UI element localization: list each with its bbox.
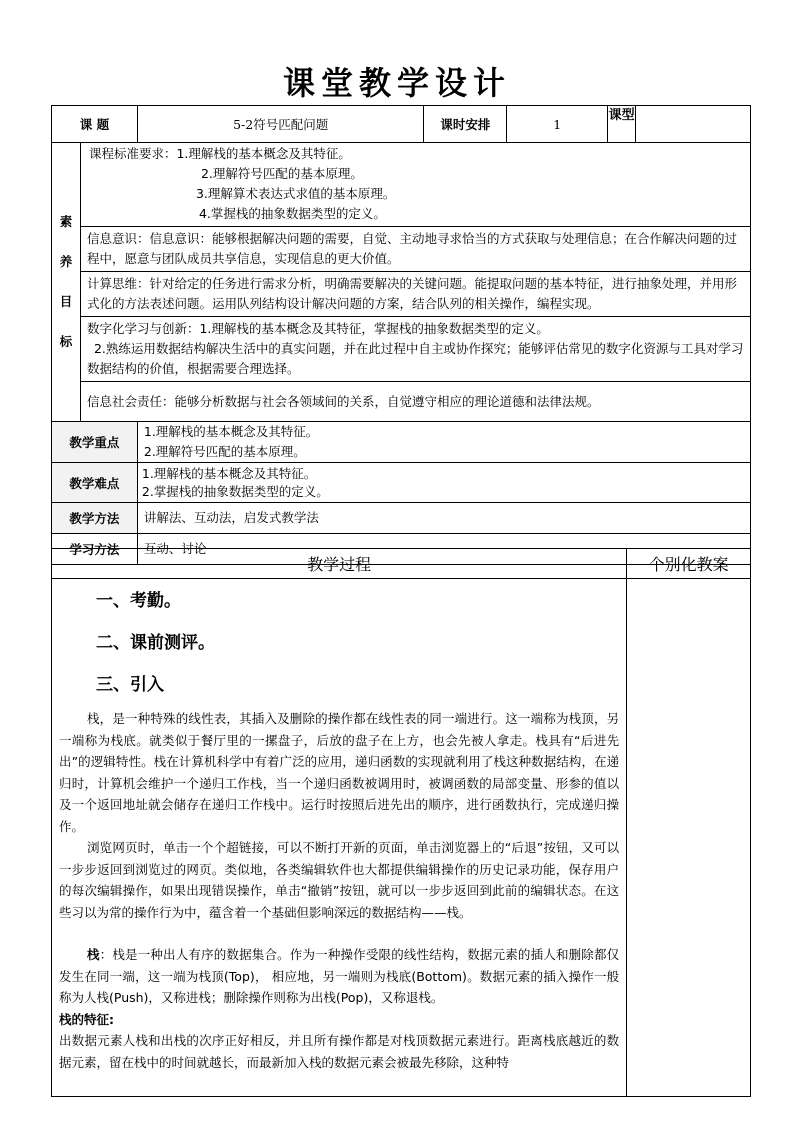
info-awareness: 信息意识：信息意识：能够根据解决问题的需要，自觉、主动地寻求恰当的方式获取与处理信息；在合作解决问题的过程中，愿意与团队成员共享信息，实现信息的更大价值。 xyxy=(80,227,750,272)
schedule-label: 课时安排 xyxy=(424,106,507,143)
individual-plan-heading: 个别化教案 xyxy=(627,549,751,579)
digital-learning: 数字化学习与创新：1.理解栈的基本概念及其特征，掌握栈的抽象数据类型的定义。 2.熟练运用数据结构解决生活中的真实问题，并在此过程中自主或协作探究；能够评估常见的数字化资源与工具对学习数据结构的价值，根据需要合理选择。 xyxy=(80,317,750,382)
key-points-label: 教学重点 xyxy=(52,422,138,463)
topic-value: 5-2符号匹配问题 xyxy=(137,106,424,143)
type-label: 课型 xyxy=(608,106,636,143)
stack-definition-text: ：栈是一种出人有序的数据集合。作为一种操作受限的线性结构，数据元素的插人和删除都仅发生在同一端，这一端为栈顶(Top)， 相应地，另一端则为栈底(Bottom)。数据元素的插入操作一般称为人栈(Push)，又称进栈；删除操作则称为出栈(Pop)，又称退栈。 xyxy=(59,947,620,1005)
curriculum-requirements: 课程标准要求：1.理解栈的基本概念及其特征。 2.理解符号匹配的基本原理。 3.理解算术表达式求值的基本原理。 4.掌握栈的抽象数据类型的定义。 xyxy=(80,143,750,227)
teaching-method-label: 教学方法 xyxy=(52,503,138,534)
schedule-value: 1 xyxy=(507,106,608,143)
topic-label: 课 题 xyxy=(52,106,138,143)
type-value xyxy=(636,106,751,143)
page-title: 课堂教学设计 xyxy=(282,64,511,102)
section-intro: 三、引入 xyxy=(96,675,164,695)
difficulties: 1.理解栈的基本概念及其特征。 2.掌握栈的抽象数据类型的定义。 xyxy=(137,463,750,503)
difficulties-label: 教学难点 xyxy=(52,463,138,503)
learning-method: 互动、讨论 xyxy=(137,534,750,565)
stack-features-text: 出数据元素人栈和出栈的次序正好相反，并且所有操作都是对栈顶数据元素进行。距离栈底越近的数据元素，留在栈中的时间就越长，而最新加入栈的数据元素会被最先移除，这种特 xyxy=(59,1033,620,1070)
key-points: 1.理解栈的基本概念及其特征。 2.理解符号匹配的基本原理。 xyxy=(137,422,750,463)
individual-plan-cell xyxy=(627,579,751,1097)
teaching-process-table xyxy=(51,548,751,1097)
learning-method-label: 学习方法 xyxy=(52,534,138,565)
stack-term: 栈 xyxy=(87,947,100,962)
process-heading: 教学过程 xyxy=(52,549,627,579)
stack-definition xyxy=(59,944,619,1009)
lesson-info-table xyxy=(51,105,751,565)
literacy-goals-label: 素 养 目 标 xyxy=(52,143,81,422)
intro-paragraph-2: 浏览网页时，单击一个个超链接，可以不断打开新的页面，单击浏览器上的“后退”按钮，又可以一步步返回到浏览过的网页。类似地，各类编辑软件也大都提供编辑操作的历史记录功能，保存用户的每次编辑操作，如果出现错误操作，单击“撤销”按钮，就可以一步步返回到此前的编辑状态。在这些习以为常的操作行为中，蕴含着一个基础但影响深远的数据结构——栈。 xyxy=(59,840,620,920)
social-responsibility: 信息社会责任：能够分析数据与社会各领域间的关系，自觉遵守相应的理论道德和法律法规。 xyxy=(80,382,750,422)
process-content xyxy=(52,579,627,1097)
teaching-method: 讲解法、互动法，启发式教学法 xyxy=(137,503,750,534)
section-attendance: 一、考勤。 xyxy=(96,591,181,611)
intro-paragraph-1: 栈，是一种特殊的线性表，其插入及删除的操作都在线性表的同一端进行。这一端称为栈顶，另一端称为栈底。就类似于餐厅里的一摞盘子，后放的盘子在上方，也会先被人拿走。栈具有“后进先出”的逻辑特性。栈在计算机科学中有着广泛的应用，递归函数的实现就利用了栈这种数据结构，在递归时，计算机会维护一个递归工作栈，当一个递归函数被调用时，被调函数的局部变量、形参的值以及一个返回地址就会储存在递归工作栈中。运行时按照后进先出的顺序，进行函数执行，完成递归操作。 xyxy=(59,711,620,834)
stack-features-heading: 栈的特征: xyxy=(59,1011,114,1027)
computational-thinking: 计算思维：针对给定的任务进行需求分析，明确需要解决的关键问题。能提取问题的基本特征，进行抽象处理，并用形式化的方法表述问题。运用队列结构设计解决问题的方案，结合队列的相关操作，编程实现。 xyxy=(80,272,750,317)
section-pretest: 二、课前测评。 xyxy=(96,633,215,653)
